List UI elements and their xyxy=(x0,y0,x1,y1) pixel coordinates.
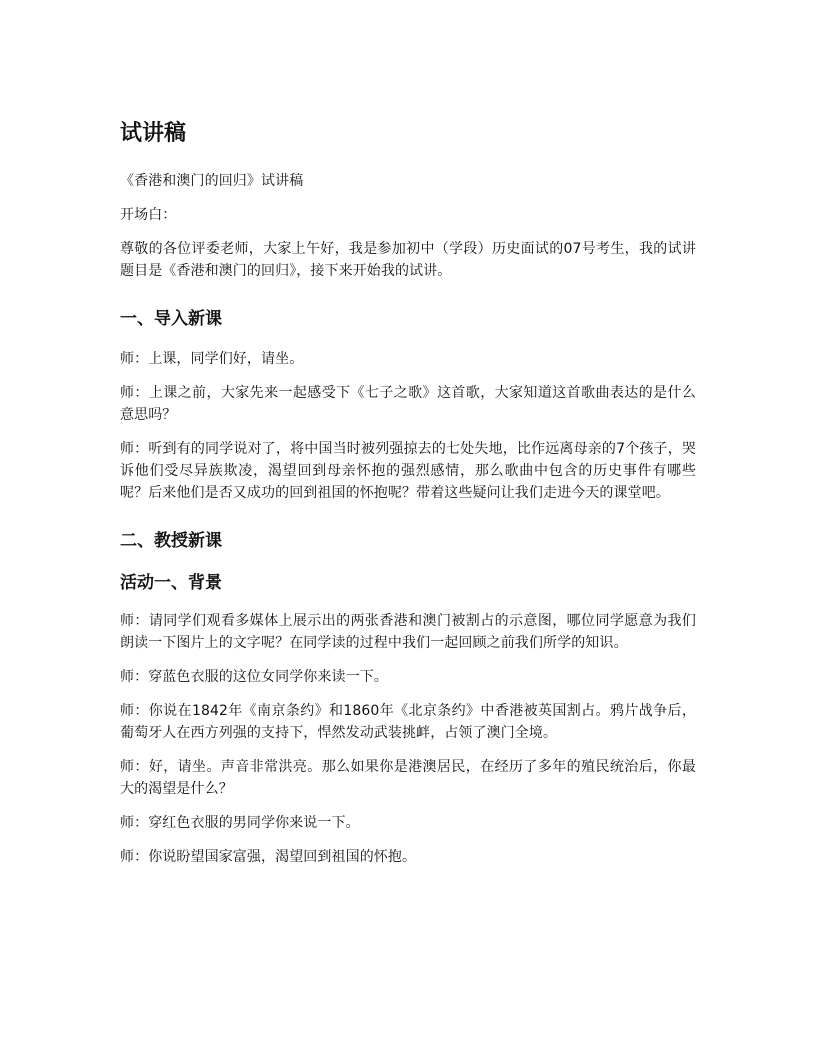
activity-paragraph: 师：请同学们观看多媒体上展示出的两张香港和澳门被割占的示意图，哪位同学愿意为我们朗读一下图片上的文字呢？在同学读的过程中我们一起回顾之前我们所学的知识。 xyxy=(120,613,696,651)
activity-paragraph: 师：好，请坐。声音非常洪亮。那么如果你是港澳居民，在经历了多年的殖民统治后，你最大的渴望是什么？ xyxy=(120,759,696,797)
section-heading-intro: 一、导入新课 xyxy=(120,309,222,329)
document-title: 试讲稿 xyxy=(120,121,187,146)
activity-paragraph: 师：你说盼望国家富强，渴望回到祖国的怀抱。 xyxy=(120,849,417,865)
activity-paragraph: 师：穿红色衣服的男同学你来说一下。 xyxy=(120,815,360,831)
intro-paragraph: 师：上课，同学们好，请坐。 xyxy=(120,351,304,367)
section-heading-teaching: 二、教授新课 xyxy=(120,531,222,551)
document-page xyxy=(120,118,696,880)
opening-text: 尊敬的各位评委老师，大家上午好，我是参加初中（学段）历史面试的07号考生，我的试讲题目是《香港和澳门的回归》，接下来开始我的试讲。 xyxy=(120,241,696,279)
intro-paragraph: 师：上课之前，大家先来一起感受下《七子之歌》这首歌，大家知道这首歌曲表达的是什么意思吗？ xyxy=(120,385,696,423)
activity-paragraph: 师：你说在1842年《南京条约》和1860年《北京条约》中香港被英国割占。鸦片战争后，葡萄牙人在西方列强的支持下，悍然发动武装挑衅，占领了澳门全境。 xyxy=(120,703,696,741)
activity-heading-background: 活动一、背景 xyxy=(120,573,222,593)
document-subtitle: 《香港和澳门的回归》试讲稿 xyxy=(120,173,304,189)
opening-label: 开场白： xyxy=(120,207,177,223)
intro-paragraph: 师：听到有的同学说对了，将中国当时被列强掠去的七处失地，比作远离母亲的7个孩子，哭诉他们受尽异族欺凌，渴望回到母亲怀抱的强烈感情，那么歌曲中包含的历史事件有哪些呢？后来他们是否又成功的回到祖国的怀抱呢？带着这些疑问让我们走进今天的课堂吧。 xyxy=(120,441,696,501)
activity-paragraph: 师：穿蓝色衣服的这位女同学你来读一下。 xyxy=(120,669,388,685)
